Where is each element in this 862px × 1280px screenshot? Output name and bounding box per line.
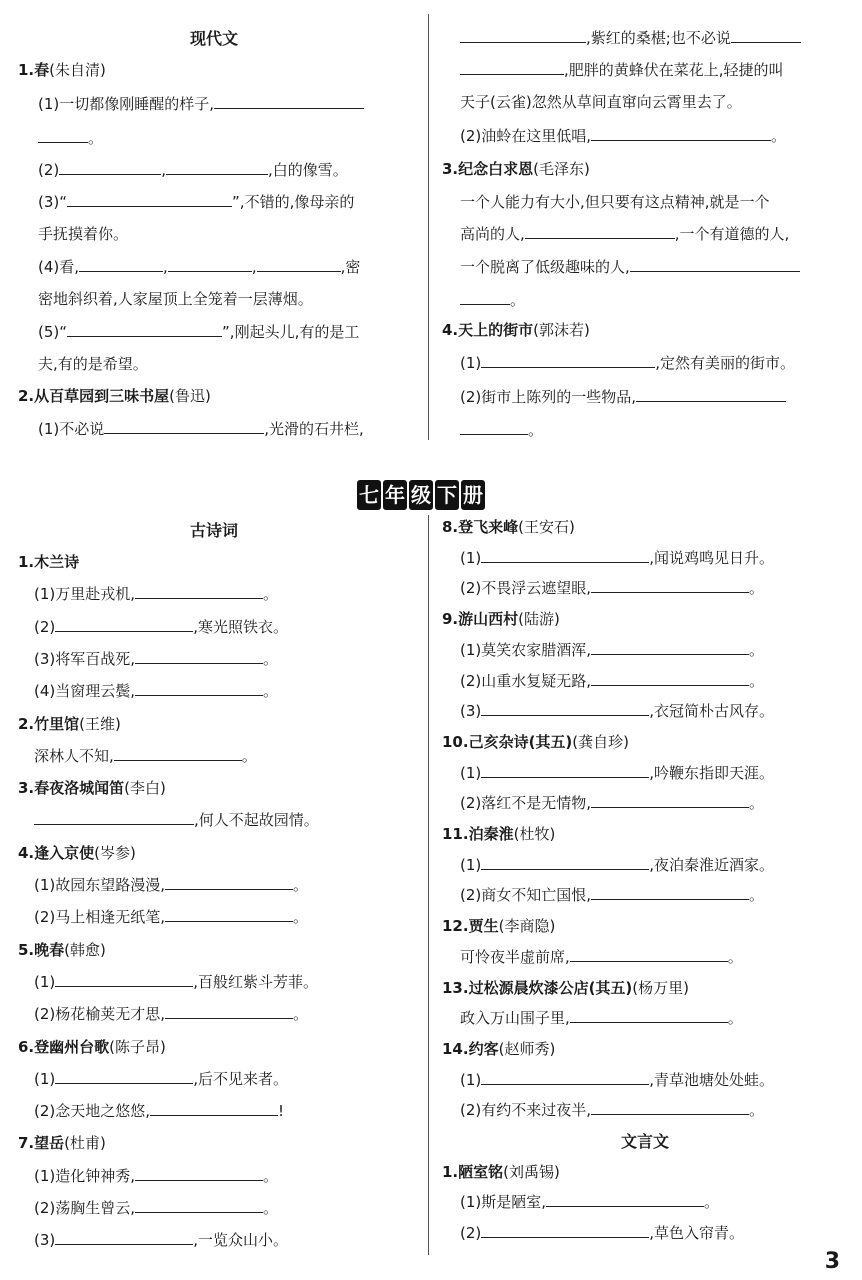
fill-line: (2)有约不来过夜半, 。 [460,1098,764,1122]
fill-line: (1) ,定然有美丽的街市。 [460,351,795,375]
item-heading: 6.登幽州台歌(陈子昂) [18,1037,166,1056]
blank[interactable] [168,255,252,272]
fill-line: (1) ,青草池塘处处蛙。 [460,1068,774,1092]
blank[interactable] [257,255,341,272]
fill-line: (2)马上相逢无纸笔, 。 [34,905,308,929]
blank[interactable] [481,351,655,368]
blank[interactable] [591,124,771,141]
item-heading: 1.春(朱自清) [18,61,106,79]
blank[interactable] [114,744,242,761]
fill-line: (1) ,后不见来者。 [34,1067,288,1091]
item-heading: 8.登飞来峰(王安石) [442,518,575,536]
paragraph-line: 一个人能力有大小,但只要有这点精神,就是一个 [460,193,770,211]
blank[interactable] [525,222,675,239]
fill-line: 。 [38,126,103,150]
fill-line: (1)斯是陋室, 。 [460,1190,719,1214]
fill-line: 手抚摸着你。 [38,225,129,243]
item-heading: 13.过松源晨炊漆公店(其五)(杨万里) [442,978,690,997]
blank[interactable] [165,905,293,922]
blank[interactable] [55,1067,193,1084]
item-heading: 4.天上的街市(郭沫若) [442,321,590,339]
fill-line: (1) ,吟鞭东指即天涯。 [460,761,774,785]
blank[interactable] [135,679,263,696]
fill-line: (1)不必说 ,光滑的石井栏, [38,417,364,441]
fill-line: (1) ,夜泊秦淮近酒家。 [460,853,774,877]
blank[interactable] [214,92,364,109]
blank[interactable] [165,1002,293,1019]
banner-char: 册 [461,480,485,510]
fill-line: (5)“ ”,刚起头儿,有的是工 [38,320,359,344]
item-heading: 3.纪念白求恩(毛泽东) [442,160,590,178]
fill-line: (1)故园东望路漫漫, 。 [34,873,308,897]
blank[interactable] [460,26,586,43]
top-column-divider [428,14,429,440]
blank[interactable] [166,158,268,175]
fill-line: (2)念天地之悠悠, ! [34,1099,284,1123]
fill-line: (3) ,一览众山小。 [34,1228,288,1252]
blank[interactable] [135,1196,263,1213]
item-heading: 10.己亥杂诗(其五)(龚自珍) [442,732,630,751]
fill-line: 一个脱离了低级趣味的人, [460,255,800,279]
blank[interactable] [38,126,88,143]
fill-line: (3)将军百战死, 。 [34,647,278,671]
blank[interactable] [150,1099,278,1116]
blank[interactable] [636,385,786,402]
item-heading: 2.从百草园到三味书屋(鲁迅) [18,387,211,405]
fill-line: (3)“ ”,不错的,像母亲的 [38,190,354,214]
fill-line: (2)不畏浮云遮望眼, 。 [460,576,764,600]
fill-line: 深林人不知, 。 [34,744,257,768]
item-heading: 1.陋室铭(刘禹锡) [442,1162,560,1181]
blank[interactable] [591,638,749,655]
fill-line: (1) ,百般红紫斗芳菲。 [34,970,318,994]
fill-line: (2)商女不知亡国恨, 。 [460,883,764,907]
blank[interactable] [481,761,649,778]
section-title-poetry: 古诗词 [189,521,238,540]
blank[interactable] [55,1228,193,1245]
fill-line: (3) ,衣冠简朴古风存。 [460,699,774,723]
fill-line: (1)造化钟神秀, 。 [34,1164,278,1188]
fill-line: (2)荡胸生曾云, 。 [34,1196,278,1220]
fill-line: (1)万里赴戎机, 。 [34,582,278,606]
fill-line: (2)落红不是无情物, 。 [460,791,764,815]
fill-line: 。 [460,418,543,442]
blank[interactable] [481,1221,649,1238]
fill-line: 可怜夜半虚前席, 。 [460,945,743,969]
item-heading: 4.逢入京使(岑参) [18,843,136,862]
fill-line: 政入万山围子里, 。 [460,1006,743,1030]
blank[interactable] [591,883,749,900]
fill-line: (1)一切都像刚睡醒的样子, [38,92,364,116]
banner-char: 七 [357,480,381,510]
blank[interactable] [135,1164,263,1181]
blank[interactable] [135,647,263,664]
banner-char: 级 [409,480,433,510]
page-number: 3 [824,1249,840,1274]
fill-line: 。 [460,288,525,312]
blank[interactable] [67,190,232,207]
blank[interactable] [481,1068,649,1085]
blank[interactable] [630,255,800,272]
blank[interactable] [165,873,293,890]
fill-line: (2)山重水复疑无路, 。 [460,669,764,693]
fill-line: 密地斜织着,人家屋顶上全笼着一层薄烟。 [38,290,313,308]
fill-line: 天子(云雀)忽然从草间直窜向云霄里去了。 [460,93,742,111]
fill-line: (4)当窗理云鬓, 。 [34,679,278,703]
blank[interactable] [481,699,649,716]
item-heading: 7.望岳(杜甫) [18,1134,106,1153]
fill-line: ,肥胖的黄蜂伏在菜花上,轻捷的叫 [460,58,784,82]
blank[interactable] [460,418,528,435]
blank[interactable] [135,582,263,599]
blank[interactable] [67,320,222,337]
fill-line: ,何人不起故园情。 [34,808,319,832]
fill-line: ,紫红的桑椹;也不必说 [460,26,801,50]
fill-line: (2)杨花榆荚无才思, 。 [34,1002,308,1026]
item-heading: 9.游山西村(陆游) [442,610,560,629]
fill-line: (2) , ,白的像雪。 [38,158,348,182]
fill-line: (1)莫笑农家腊酒浑, 。 [460,638,764,662]
grade-banner [357,479,487,511]
blank[interactable] [460,288,510,305]
blank[interactable] [546,1190,704,1207]
item-heading: 1.木兰诗 [18,553,80,571]
blank[interactable] [591,576,749,593]
blank[interactable] [79,255,163,272]
fill-line: (2) ,寒光照铁衣。 [34,615,288,639]
blank[interactable] [55,970,193,987]
blank[interactable] [591,1098,749,1115]
blank[interactable] [481,546,649,563]
blank[interactable] [34,808,194,825]
fill-line: 高尚的人, ,一个有道德的人, [460,222,789,246]
blank[interactable] [731,26,801,43]
fill-line: (1) ,闻说鸡鸣见日升。 [460,546,774,570]
fill-line: (2)油蛉在这里低唱, 。 [460,124,786,148]
banner-char: 年 [383,480,407,510]
blank[interactable] [460,58,564,75]
item-heading: 2.竹里馆(王维) [18,714,121,733]
blank[interactable] [570,945,728,962]
fill-line: (2) ,草色入帘青。 [460,1221,744,1245]
blank[interactable] [591,791,749,808]
blank[interactable] [591,669,749,686]
blank[interactable] [59,158,161,175]
fill-line: 夫,有的是希望。 [38,355,148,373]
fill-line: (2)街市上陈列的一些物品, [460,385,786,409]
blank[interactable] [104,417,264,434]
item-heading: 11.泊秦淮(杜牧) [442,825,556,843]
section-title-classical: 文言文 [620,1132,669,1151]
item-heading: 3.春夜洛城闻笛(李白) [18,779,166,798]
item-heading: 14.约客(赵师秀) [442,1039,556,1058]
blank[interactable] [481,853,649,870]
item-heading: 5.晚春(韩愈) [18,940,106,959]
banner-char: 下 [435,480,459,510]
blank[interactable] [570,1006,728,1023]
blank[interactable] [55,615,193,632]
item-heading: 12.贾生(李商隐) [442,917,556,936]
fill-line: (4)看, , , ,密 [38,255,360,279]
section-title-modern: 现代文 [189,29,238,48]
